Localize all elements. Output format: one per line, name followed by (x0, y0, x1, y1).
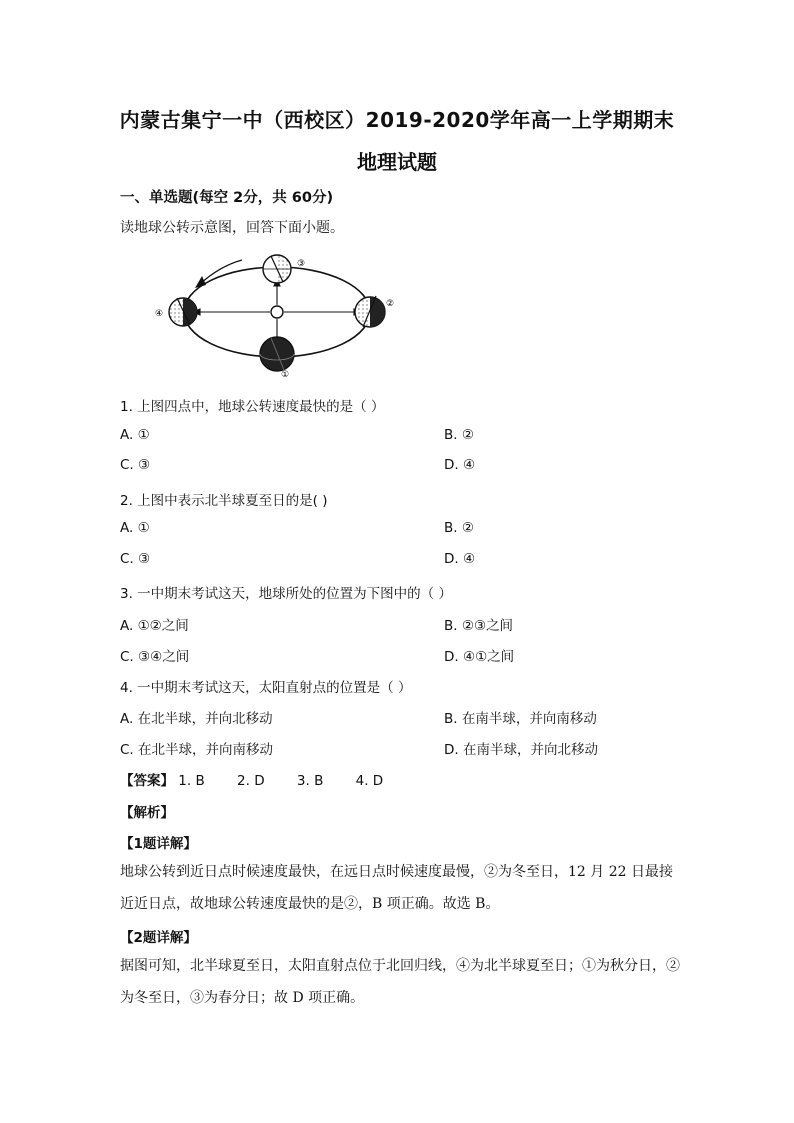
q1-option-c: C. ③ (120, 457, 151, 473)
document-title: 内蒙古集宁一中（西校区）2019-2020学年高一上学期期末 (119, 108, 675, 132)
q4-option-b: B. 在南半球，并向南移动 (444, 711, 597, 727)
detail-1-label: 【1题详解】 (120, 836, 197, 852)
question-4-stem: 4. 一中期末考试这天，太阳直射点的位置是（ ） (120, 680, 412, 696)
intro-text: 读地球公转示意图，回答下面小题。 (120, 220, 344, 236)
q3-option-c: C. ③④之间 (120, 649, 190, 665)
sun-icon (267, 302, 287, 322)
q3-option-d: D. ④①之间 (444, 649, 515, 665)
label-1: ① (281, 370, 290, 378)
q3-option-a: A. ①②之间 (120, 618, 189, 634)
q1-option-b: B. ② (444, 427, 474, 443)
q4-option-c: C. 在北半球，并向南移动 (120, 742, 274, 758)
q4-option-d: D. 在南半球，并向北移动 (444, 742, 598, 758)
analysis-label: 【解析】 (120, 805, 174, 821)
q1-option-d: D. ④ (444, 457, 476, 473)
label-2: ② (386, 299, 395, 309)
q2-option-b: B. ② (444, 520, 474, 536)
section-heading: 一、单选题(每空 2分，共 60分) (120, 190, 334, 206)
document-subtitle: 地理试题 (357, 150, 437, 174)
answer-item-1: 1. B (178, 773, 205, 789)
q4-option-a: A. 在北半球，并向北移动 (120, 711, 273, 727)
answer-label: 【答案】 (120, 773, 174, 789)
answer-item-3: 3. B (296, 773, 324, 789)
detail-1-text: 地球公转到近日点时候速度最快，在远日点时候速度最慢，②为冬至日，12 月 22 日最接近近日点，故地球公转速度最快的是②，B 项正确。故选 B。 (120, 864, 673, 912)
question-2-stem: 2. 上图中表示北半球夏至日的是( ) (120, 493, 328, 509)
detail-2-label: 【2题详解】 (120, 930, 197, 946)
answer-item-4: 4. D (355, 773, 384, 789)
direction-arrow-head (195, 276, 206, 288)
answer-item-2: 2. D (237, 773, 265, 789)
q2-option-d: D. ④ (444, 551, 476, 567)
q3-option-b: B. ②③之间 (444, 618, 514, 634)
q2-option-c: C. ③ (120, 551, 151, 567)
q1-option-a: A. ① (120, 427, 150, 443)
earth-orbit-diagram (150, 248, 400, 378)
label-3: ③ (297, 259, 306, 269)
earth-position-3 (263, 255, 291, 283)
q2-option-a: A. ① (120, 520, 150, 536)
earth-position-4 (169, 298, 197, 326)
question-1-stem: 1. 上图四点中，地球公转速度最快的是（ ） (120, 399, 385, 415)
earth-position-1 (260, 337, 294, 371)
question-3-stem: 3. 一中期末考试这天，地球所处的位置为下图中的（ ） (120, 586, 452, 602)
label-4: ④ (155, 309, 164, 319)
earth-position-2 (355, 296, 385, 327)
answer-line (120, 769, 411, 789)
detail-2-text: 据图可知，北半球夏至日，太阳直射点位于北回归线，④为北半球夏至日；①为秋分日，②为冬至日，③为春分日；故 D 项正确。 (120, 958, 680, 1006)
